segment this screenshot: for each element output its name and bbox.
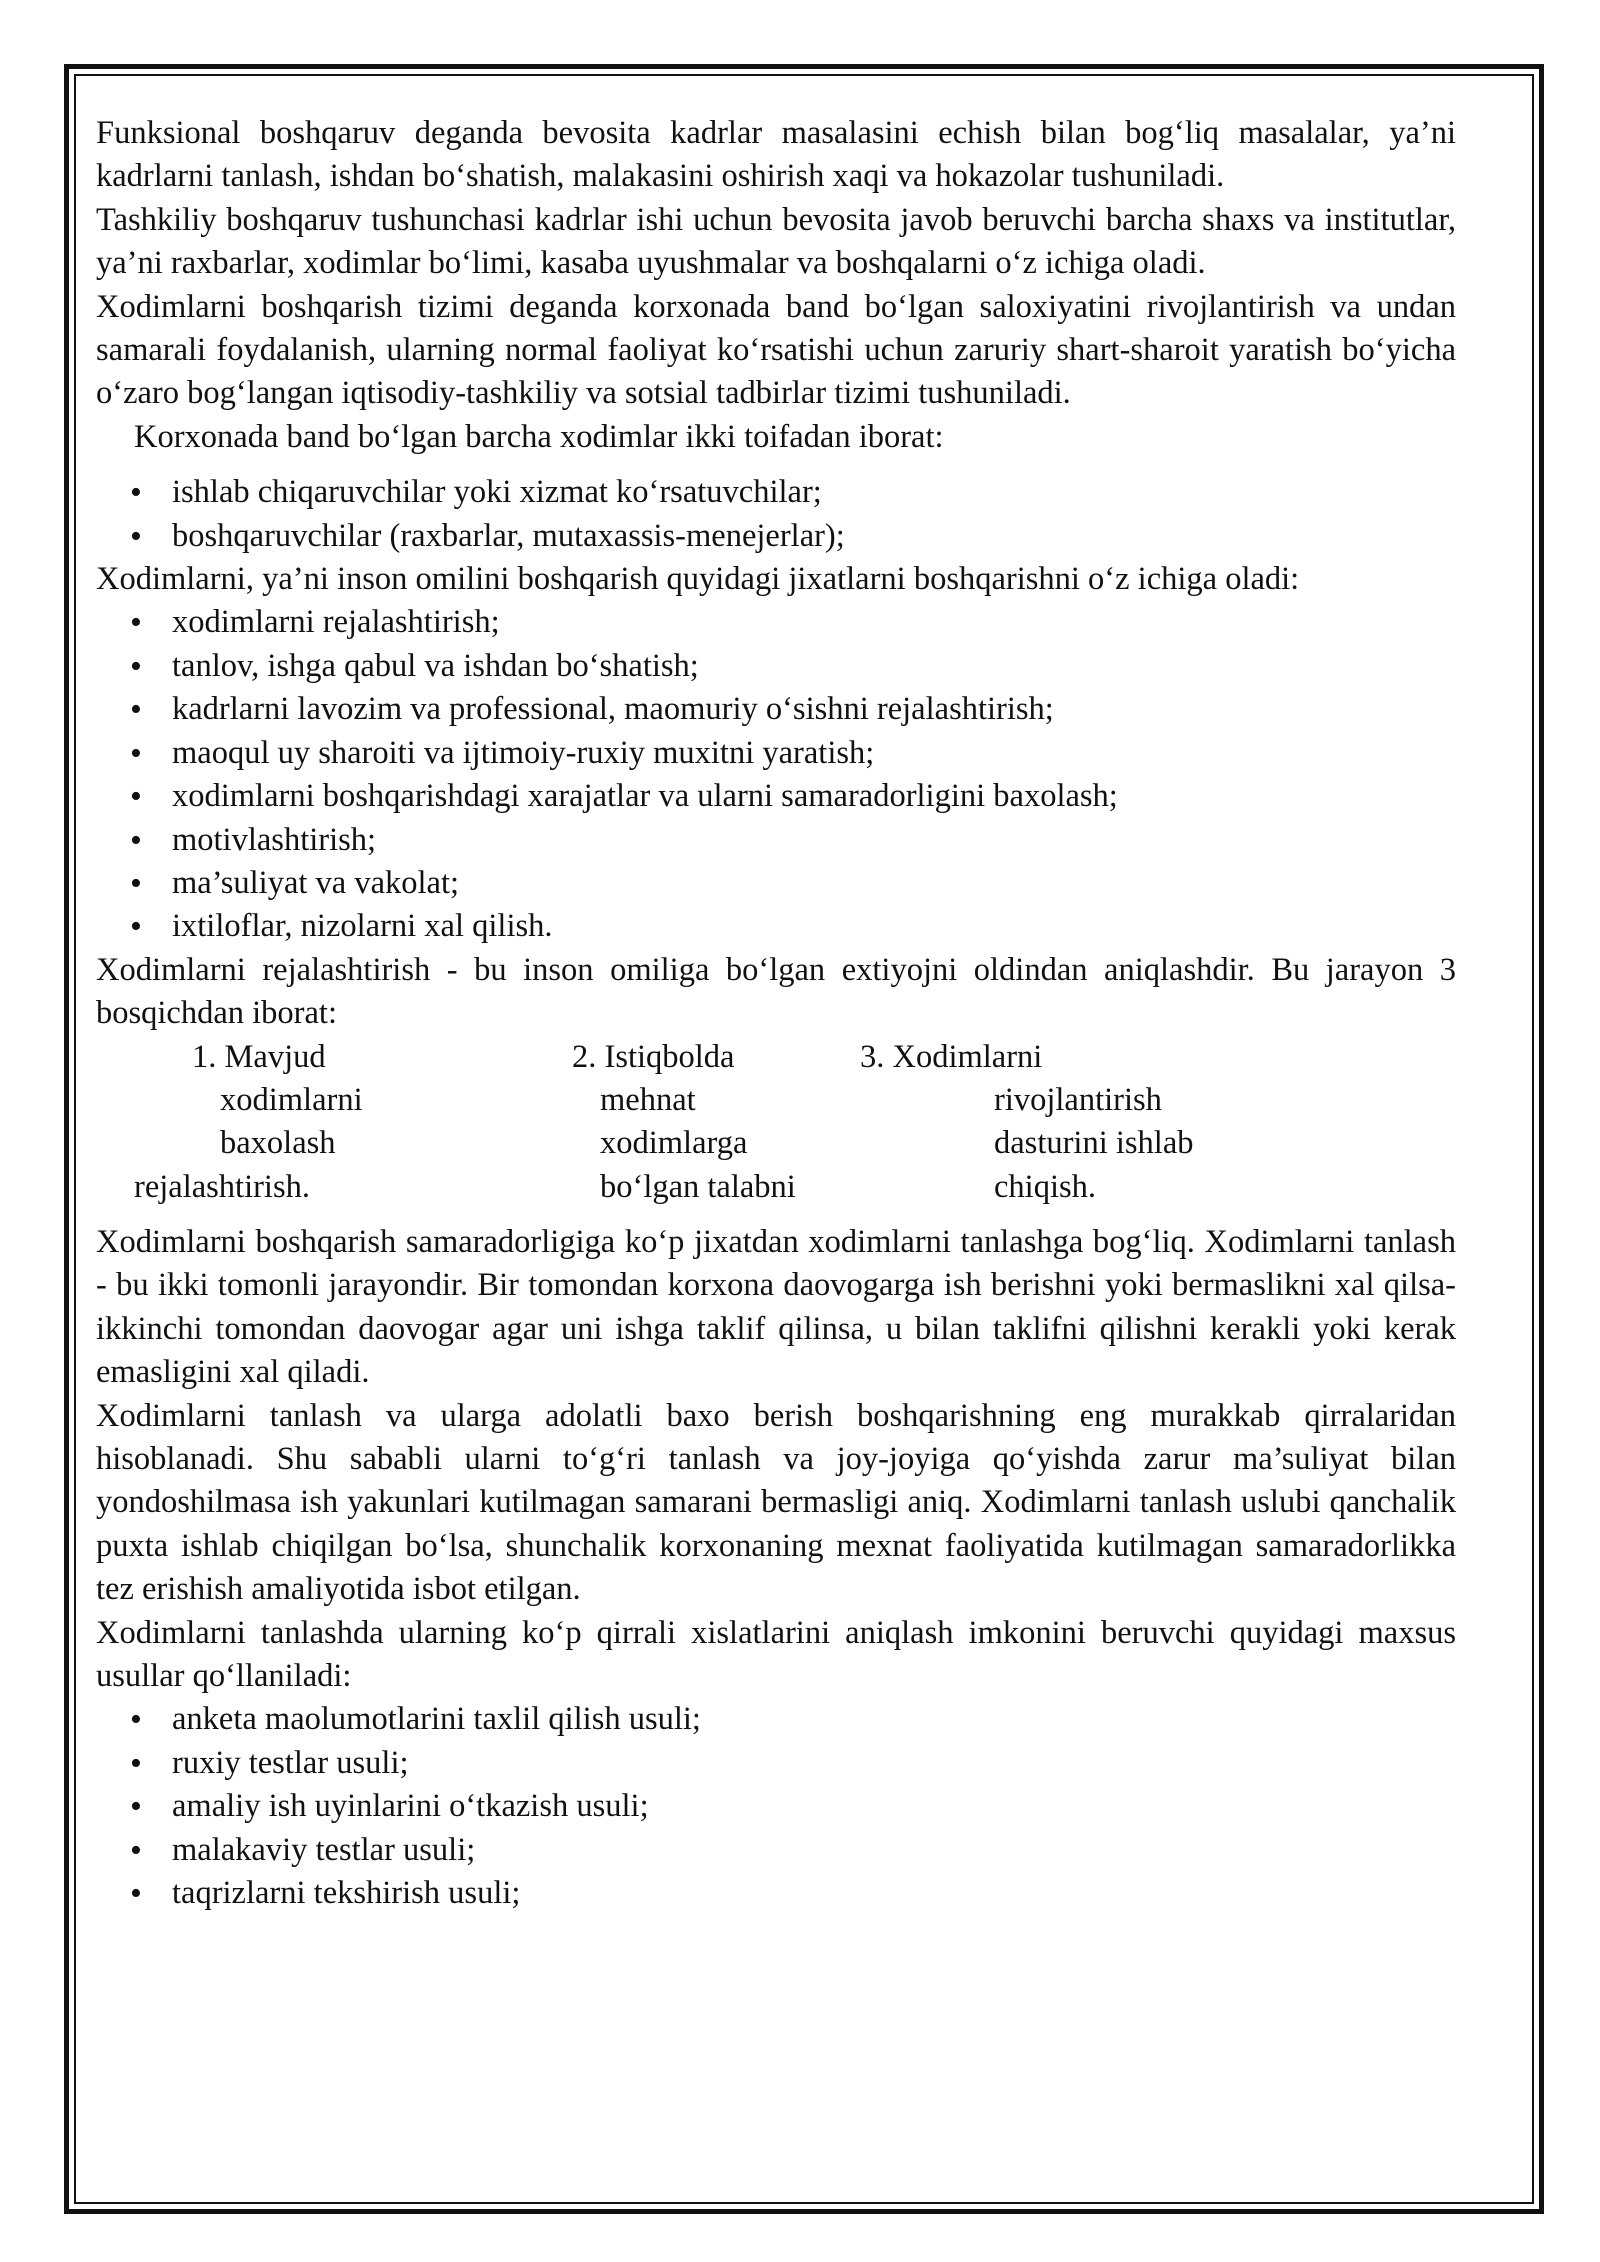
stage-3	[860, 1036, 1194, 1210]
list-item: • malakaviy testlar usuli;	[96, 1829, 1456, 1872]
paragraph-planning: Xodimlarni rejalashtirish - bu inson omiliga bo‘lgan extiyojni oldindan aniqlashdir. Bu jarayon 3 bosqichdan iborat:	[96, 951, 1456, 1032]
stage-2-line: bo‘lgan talabni	[600, 1168, 796, 1205]
stage-3-line: chiqish.	[994, 1168, 1097, 1205]
stage-2-line: xodimlarga	[600, 1125, 748, 1162]
list-item: • ruxiy testlar usuli;	[96, 1742, 1456, 1785]
stage-1	[192, 1036, 363, 1166]
stage-1-line: 1. Mavjud	[192, 1038, 326, 1075]
employee-categories-list	[96, 471, 1456, 558]
stage-2-line: mehnat	[600, 1081, 696, 1118]
stage-tail-text: rejalashtirish.	[134, 1168, 310, 1205]
list-item: • boshqaruvchilar (raxbarlar, mutaxassis-menejerlar);	[96, 515, 1456, 558]
paragraph-employee-categories-intro: Korxonada band bo‘lgan barcha xodimlar ikki toifadan iborat:	[134, 418, 944, 455]
list-item: • anketa maolumotlarini taxlil qilish usuli;	[96, 1698, 1456, 1741]
list-item: • amaliy ish uyinlarini o‘tkazish usuli;	[96, 1785, 1456, 1828]
list-item: • tanlov, ishga qabul va ishdan bo‘shatish;	[96, 645, 1456, 688]
list-item: • ishlab chiqaruvchilar yoki xizmat ko‘rsatuvchilar;	[96, 471, 1456, 514]
paragraph-functional-management: Funksional boshqaruv deganda bevosita kadrlar masalasini echish bilan bog‘liq masalalar, ya’ni kadrlarni tanlash, ishdan bo‘shatish, malakasini oshirish xaqi va hokazolar tushuniladi.	[96, 115, 1456, 195]
paragraph-organizational-management: Tashkiliy boshqaruv tushunchasi kadrlar ishi uchun bevosita javob beruvchi barcha shaxs va institutlar, ya’ni raxbarlar, xodimlar bo‘limi, kasaba uyushmalar va boshqalarni o‘z ichiga oladi.	[96, 201, 1456, 282]
paragraph-selection-efficiency: Xodimlarni boshqarish samaradorligiga ko‘p jixatdan xodimlarni tanlashga bog‘liq. Xodimlarni tanlash - bu ikki tomonli jarayondir. Bir tomondan korxona daovogarga ish berishni yoki bermaslikni xal qilsa- ikkinchi tomondan daovogar agar uni ishga taklif qilinsa, u bilan taklifni qilishni kerakli yoki kerak emasligini xal qiladi.	[96, 1223, 1456, 1391]
list-item: • ma’suliyat va vakolat;	[96, 862, 1456, 905]
list-item: • taqrizlarni tekshirish usuli;	[96, 1872, 1456, 1915]
list-item: • xodimlarni rejalashtirish;	[96, 601, 1456, 644]
paragraph-personnel-system: Xodimlarni boshqarish tizimi deganda korxonada band bo‘lgan saloxiyatini rivojlantirish va undan samarali foydalanish, ularning normal faoliyat ko‘rsatishi uchun zaruriy shart-sharoit yaratish bo‘yicha o‘zaro bog‘langan iqtisodiy-tashkiliy va sotsial tadbirlar tizimi tushuniladi.	[96, 288, 1456, 412]
stage-3-line: rivojlantirish	[994, 1081, 1162, 1118]
selection-methods-list	[96, 1698, 1456, 1915]
stage-1-line: baxolash	[220, 1125, 336, 1162]
management-aspects-list	[96, 601, 1456, 948]
list-item: • ixtiloflar, nizolarni xal qilish.	[96, 905, 1456, 948]
paragraph-selection-evaluation: Xodimlarni tanlash va ularga adolatli baxo berish boshqarishning eng murakkab qirralaridan hisoblanadi. Shu sababli ularni to‘g‘ri tanlash va joy-joyiga qo‘yishda zarur ma’suliyat bilan yondoshilmasa ish yakunlari kutilmagan samarani bermasligi aniq. Xodimlarni tanlash uslubi qanchalik puxta ishlab chiqilgan bo‘lsa, shunchalik korxonaning mexnat faoliyatida kutilmagan samaradorlikka tez erishish amaliyotida isbot etilgan.	[96, 1397, 1456, 1608]
stage-3-line: dasturini ishlab	[994, 1125, 1194, 1162]
list-item: • kadrlarni lavozim va professional, maomuriy o‘sishni rejalashtirish;	[96, 688, 1456, 731]
stage-2-line: 2. Istiqbolda	[572, 1038, 735, 1075]
paragraph-selection-methods-intro: Xodimlarni tanlashda ularning ko‘p qirrali xislatlarini aniqlash imkonini beruvchi quyidagi maxsus usullar qo‘llaniladi:	[96, 1614, 1456, 1694]
stage-2	[572, 1036, 796, 1210]
stage-1-line: xodimlarni	[220, 1081, 363, 1118]
list-item: • xodimlarni boshqarishdagi xarajatlar va ularni samaradorligini baxolash;	[96, 775, 1456, 818]
stage-3-line: 3. Xodimlarni	[860, 1038, 1043, 1075]
list-item: • maoqul uy sharoiti va ijtimoiy-ruxiy muxitni yaratish;	[96, 732, 1456, 775]
paragraph-human-factor: Xodimlarni, ya’ni inson omilini boshqarish quyidagi jixatlarni boshqarishni o‘z ichiga oladi:	[96, 561, 1300, 598]
document-body	[96, 112, 1456, 1915]
list-item: • motivlashtirish;	[96, 819, 1456, 862]
